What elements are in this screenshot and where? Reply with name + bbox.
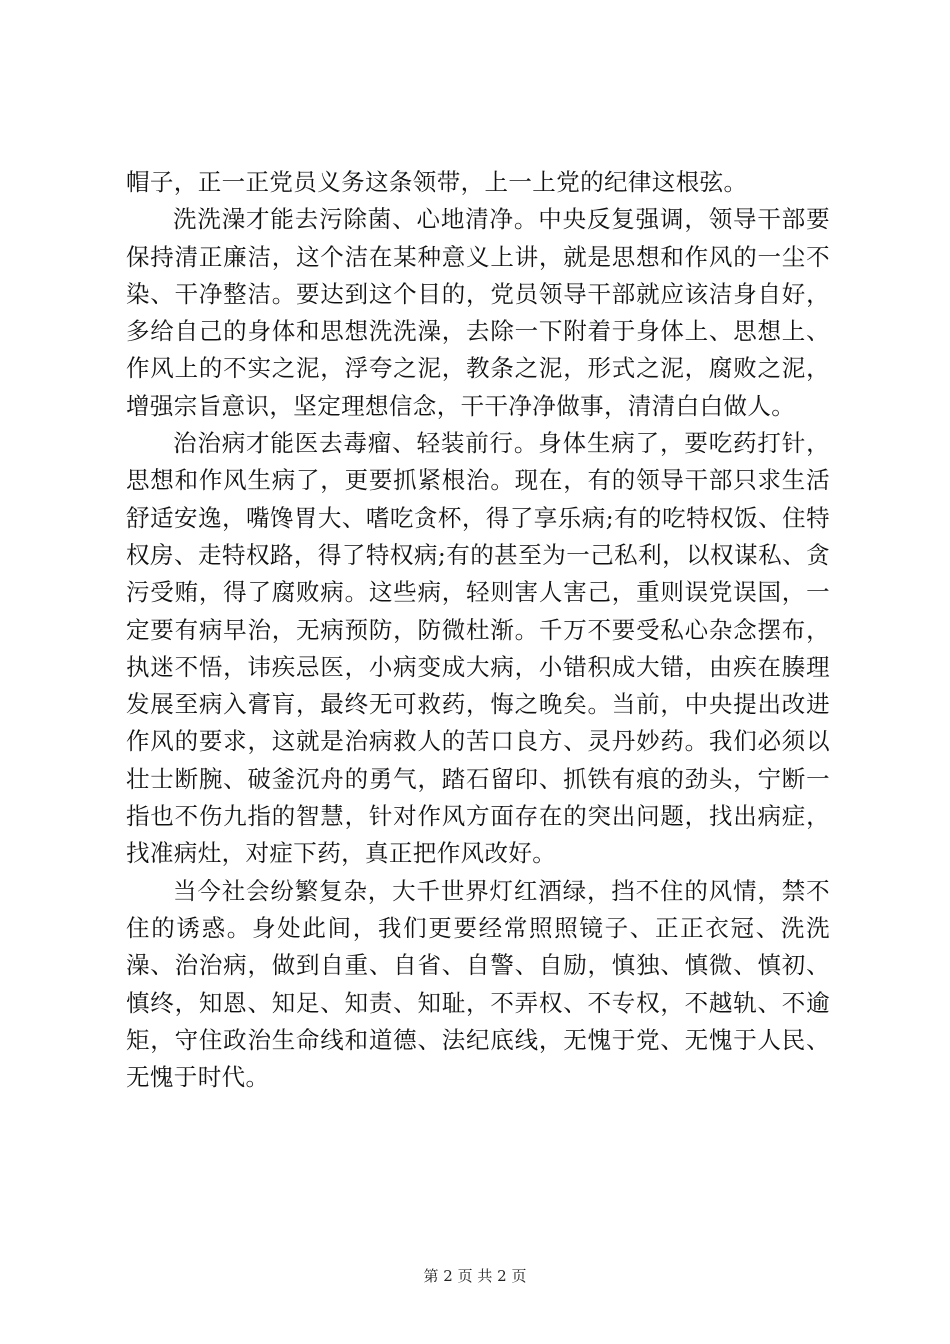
paragraph-bathing: 洗洗澡才能去污除菌、心地清净。中央反复强调，领导干部要保持清正廉洁，这个洁在某种意义上讲，就是思想和作风的一尘不染、干净整洁。要达到这个目的，党员领导干部就应该洁身自好，多给自己的身体和思想洗洗澡，去除一下附着于身体上、思想上、作风上的不实之泥，浮夸之泥，教条之泥，形式之泥，腐败之泥，增强宗旨意识，坚定理想信念，干干净净做事，清清白白做人。: [126, 205, 830, 420]
page-number-footer: 第 2 页 共 2 页: [423, 1267, 527, 1285]
paragraph-continued: 帽子，正一正党员义务这条领带，上一上党的纪律这根弦。: [126, 168, 748, 196]
document-body: [126, 164, 830, 1096]
paragraph-conclusion: 当今社会纷繁复杂，大千世界灯红酒绿，挡不住的风情，禁不住的诱惑。身处此间，我们更要经常照照镜子、正正衣冠、洗洗澡、治治病，做到自重、自省、自警、自励，慎独、慎微、慎初、慎终，知恩、知足、知责、知耻，不弄权、不专权，不越轨、不逾矩，守住政治生命线和道德、法纪底线，无愧于党、无愧于人民、无愧于时代。: [126, 876, 830, 1092]
paragraph-curing-illness: 治治病才能医去毒瘤、轻装前行。身体生病了，要吃药打针，思想和作风生病了，更要抓紧根治。现在，有的领导干部只求生活舒适安逸，嘴馋胃大、嗜吃贪杯，得了享乐病;有的吃特权饭、住特权房、走特权路，得了特权病;有的甚至为一己私利，以权谋私、贪污受贿，得了腐败病。这些病，轻则害人害己，重则误党误国，一定要有病早治，无病预防，防微杜渐。千万不要受私心杂念摆布，执迷不悟，讳疾忌医，小病变成大病，小错积成大错，由疾在腠理发展至病入膏肓，最终无可救药，悔之晚矣。当前，中央提出改进作风的要求，这就是治病救人的苦口良方、灵丹妙药。我们必须以壮士断腕、破釜沉舟的勇气，踏石留印、抓铁有痕的劲头，宁断一指也不伤九指的智慧，针对作风方面存在的突出问题，找出病症，找准病灶，对症下药，真正把作风改好。: [126, 429, 830, 868]
